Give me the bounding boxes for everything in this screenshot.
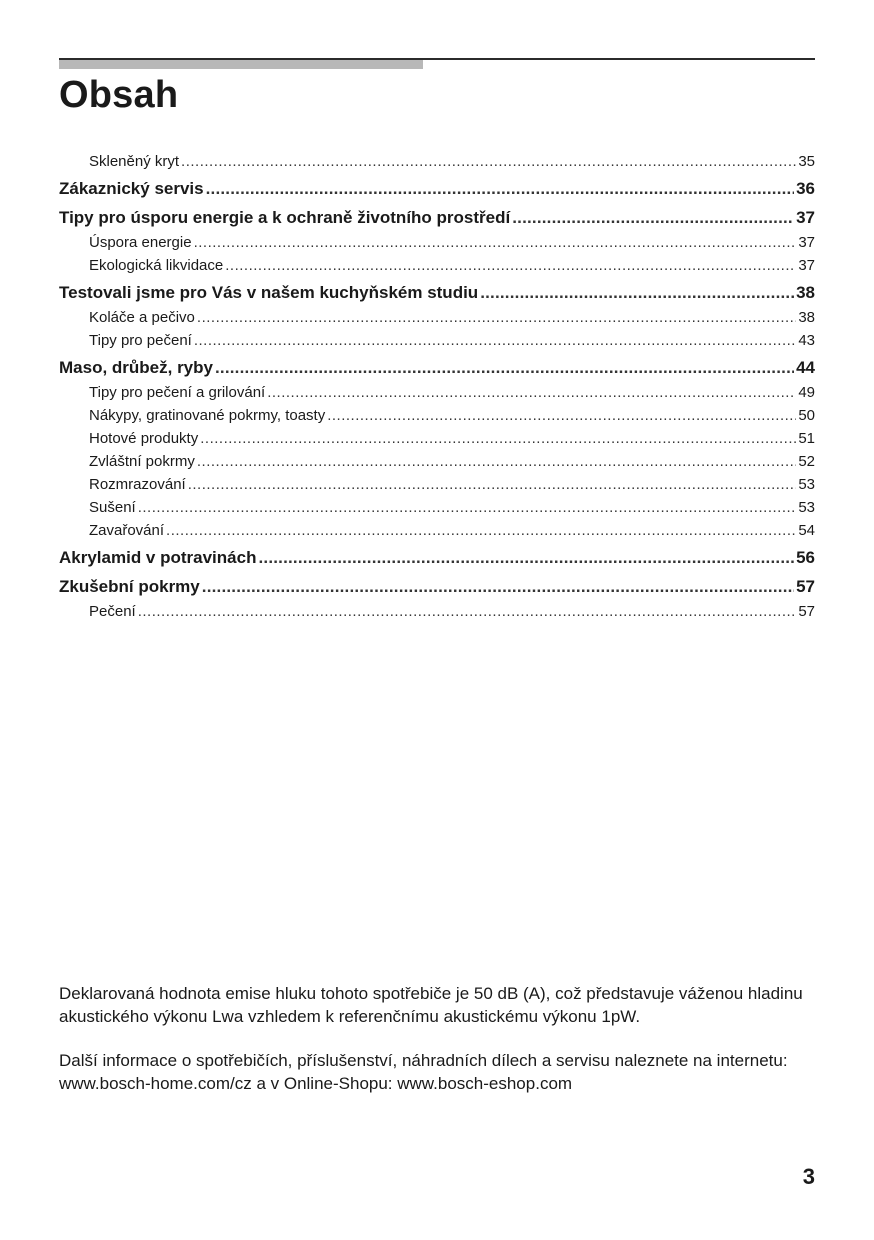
toc-section-page: 38 — [796, 283, 815, 302]
toc-section-page: 44 — [796, 358, 815, 377]
toc-dot-leader — [200, 427, 796, 450]
toc-entry-page: 37 — [798, 234, 815, 251]
toc-entry-page: 35 — [798, 153, 815, 170]
toc-entry-nakypy[interactable] — [59, 404, 815, 427]
toc-dot-leader — [188, 473, 797, 496]
toc-entry-peceni[interactable] — [59, 600, 815, 623]
toc-entry-kolace-pecivo[interactable] — [59, 306, 815, 329]
toc-dot-leader — [138, 600, 797, 623]
toc-section-tipy-uspora[interactable] — [59, 202, 815, 231]
toc-dot-leader — [166, 519, 796, 542]
toc-entry-page: 50 — [798, 407, 815, 424]
toc-section-akrylamid[interactable] — [59, 542, 815, 571]
toc-dot-leader — [197, 450, 796, 473]
toc-dot-leader — [267, 381, 796, 404]
toc-section-page: 37 — [796, 208, 815, 227]
toc-entry-ekologicka-likvidace[interactable] — [59, 254, 815, 277]
toc-entry-label: Koláče a pečivo — [89, 309, 195, 326]
toc-entry-label: Rozmrazování — [89, 476, 186, 493]
toc-dot-leader — [194, 329, 796, 352]
toc-dot-leader — [138, 496, 797, 519]
toc-dot-leader — [327, 404, 796, 427]
toc-entry-label: Zvláštní pokrmy — [89, 453, 195, 470]
toc-entry-label: Tipy pro pečení a grilování — [89, 384, 266, 401]
header-accent-bar — [59, 60, 423, 69]
toc-entry-page: 38 — [798, 309, 815, 326]
toc-section-page: 57 — [796, 577, 815, 596]
toc-entry-page: 43 — [798, 332, 815, 349]
toc-entry-label: Zavařování — [89, 522, 165, 539]
toc-dot-leader — [206, 173, 794, 204]
toc-section-label: Maso, drůbež, ryby — [59, 358, 213, 377]
toc-entry-skleneny-kryt[interactable] — [59, 150, 815, 173]
toc-section-zakaznicky-servis[interactable] — [59, 173, 815, 202]
page-title: Obsah — [59, 74, 179, 116]
toc-entry-page: 53 — [798, 499, 815, 516]
toc-dot-leader — [181, 150, 796, 173]
toc-entry-page: 49 — [798, 384, 815, 401]
toc-entry-suseni[interactable] — [59, 496, 815, 519]
toc-entry-label: Skleněný kryt — [89, 153, 180, 170]
toc-dot-leader — [258, 542, 794, 573]
toc-entry-page: 54 — [798, 522, 815, 539]
toc-entry-hotove-produkty[interactable] — [59, 427, 815, 450]
more-info-note: Další informace o spotřebičích, příslušenství, náhradních dílech a servisu naleznete na internetu: www.bosch-home.com/cz a v Online-Shopu: www.bosch-eshop.com — [59, 1051, 788, 1093]
toc-entry-label: Nákypy, gratinované pokrmy, toasty — [89, 407, 326, 424]
toc-dot-leader — [480, 277, 794, 308]
toc-section-label: Testovali jsme pro Vás v našem kuchyňském studiu — [59, 283, 479, 302]
toc-entry-page: 51 — [798, 430, 815, 447]
toc-dot-leader — [194, 231, 797, 254]
toc-section-label: Akrylamid v potravinách — [59, 548, 257, 567]
toc-section-testovali[interactable] — [59, 277, 815, 306]
toc-dot-leader — [197, 306, 796, 329]
toc-dot-leader — [512, 202, 794, 233]
toc-entry-label: Tipy pro pečení — [89, 332, 192, 349]
toc-entry-page: 52 — [798, 453, 815, 470]
toc-dot-leader — [215, 352, 794, 383]
toc-entry-zavarovani[interactable] — [59, 519, 815, 542]
toc-entry-page: 37 — [798, 257, 815, 274]
toc-section-page: 36 — [796, 179, 815, 198]
toc-dot-leader — [202, 571, 794, 602]
toc-section-label: Tipy pro úsporu energie a k ochraně životního prostředí — [59, 208, 511, 227]
toc-entry-label: Ekologická likvidace — [89, 257, 224, 274]
toc-section-label: Zákaznický servis — [59, 179, 204, 198]
toc-entry-tipy-peceni[interactable] — [59, 329, 815, 352]
toc-entry-page: 57 — [798, 603, 815, 620]
toc-entry-page: 53 — [798, 476, 815, 493]
toc-entry-label: Hotové produkty — [89, 430, 199, 447]
toc-entry-zvlastni-pokrmy[interactable] — [59, 450, 815, 473]
toc-dot-leader — [225, 254, 796, 277]
toc-entry-rozmrazovani[interactable] — [59, 473, 815, 496]
toc-entry-label: Sušení — [89, 499, 136, 516]
notes-block — [59, 982, 819, 1116]
toc-entry-label: Pečení — [89, 603, 136, 620]
toc-entry-uspora-energie[interactable] — [59, 231, 815, 254]
toc-entry-label: Úspora energie — [89, 234, 192, 251]
page-number: 3 — [802, 1164, 815, 1189]
toc-section-label: Zkušební pokrmy — [59, 577, 200, 596]
toc-section-zkusebni-pokrmy[interactable] — [59, 571, 815, 600]
table-of-contents — [59, 150, 815, 623]
toc-section-page: 56 — [796, 548, 815, 567]
toc-section-maso[interactable] — [59, 352, 815, 381]
noise-emission-note: Deklarovaná hodnota emise hluku tohoto spotřebiče je 50 dB (A), což představuje váženou hladinu akustického výkonu Lwa vzhledem k referenčnímu akustickému výkonu 1pW. — [59, 984, 803, 1026]
toc-entry-peceni-grilovani[interactable] — [59, 381, 815, 404]
